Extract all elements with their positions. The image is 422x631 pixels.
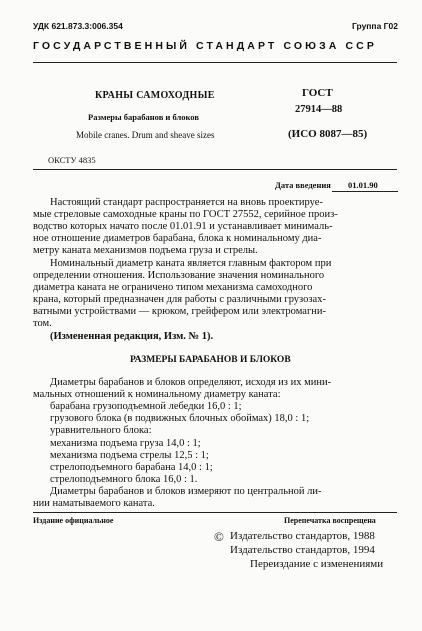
udk-code: УДК 621.873.3:006.354	[33, 21, 123, 31]
text-line: барабана грузоподъемной лебедки 16,0 : 1;	[50, 401, 242, 412]
effective-date-value: 01.01.90	[348, 180, 378, 190]
text-line: механизма подъема груза 14,0 : 1;	[50, 438, 201, 449]
section-title: РАЗМЕРЫ БАРАБАНОВ И БЛОКОВ	[130, 355, 291, 365]
text-line: Диаметры барабанов и блоков определяют, исходя из их мини-	[50, 377, 332, 388]
text-line: водство которых начато после 01.01.91 и устанавливает минималь-	[33, 221, 333, 232]
text-line: метру каната механизмов подъема груза и стрелы.	[33, 245, 258, 256]
copyright-symbol: ©	[214, 529, 224, 544]
text-line: Номинальный диаметр каната является главным фактором при	[50, 258, 332, 269]
effective-date-label: Дата введения	[275, 180, 331, 190]
english-title: Mobile cranes. Drum and sheave sizes	[76, 130, 215, 140]
text-line: том.	[33, 318, 52, 329]
reissue-note: Переиздание с изменениями	[250, 558, 384, 570]
reprint-forbidden: Перепечатка воспрещена	[284, 516, 376, 525]
text-line: мые стреловые самоходные краны по ГОСТ 27552, серийное произ-	[33, 209, 338, 220]
text-line: уравнительного блока:	[50, 425, 152, 436]
header-divider	[33, 62, 397, 63]
copyright-line-1: Издательство стандартов, 1988	[230, 530, 375, 542]
iso-number: (ИСО 8087—85)	[288, 128, 368, 140]
standard-banner: ГОСУДАРСТВЕННЫЙ СТАНДАРТ СОЮЗА ССР	[33, 40, 377, 52]
text-line: ватными устройствами — крюком, грейфером или электромагни-	[33, 306, 327, 317]
text-line: Диаметры барабанов и блоков измеряют по центральной ли-	[50, 486, 322, 497]
document-subtitle: Размеры барабанов и блоков	[88, 112, 199, 122]
text-line: нии наматываемого каната.	[33, 498, 155, 509]
okstu-code: ОКСТУ 4835	[48, 155, 96, 165]
text-line: определении отношения. Использование значения номинального	[33, 270, 325, 281]
copyright-line-2: Издательство стандартов, 1994	[230, 544, 375, 556]
text-line: мальных отношений к номинальному диаметру каната:	[33, 389, 281, 400]
text-line: диаметра каната не ограничено типом механизма самоходного	[33, 282, 313, 293]
revision-note: (Измененная редакция, Изм. № 1).	[50, 331, 214, 342]
text-line: стрелоподъемного барабана 14,0 : 1;	[50, 462, 213, 473]
effective-date-underline	[332, 191, 398, 192]
title-divider	[33, 169, 397, 170]
footer-divider	[33, 512, 397, 513]
gost-number: 27914—88	[295, 104, 343, 115]
text-line: грузового блока (в подвижных блочных обоймах) 18,0 : 1;	[50, 413, 310, 424]
text-line: крана, который предназначен для работы с различными грузозах-	[33, 294, 326, 305]
group-code: Группа Г02	[352, 21, 398, 31]
text-line: ное отношение диаметров барабана, блока к номинальному диа-	[33, 233, 322, 244]
text-line: стрелоподъемного блока 16,0 : 1.	[50, 474, 198, 485]
gost-label: ГОСТ	[302, 87, 333, 99]
text-line: механизма подъема стрелы 12,5 : 1;	[50, 450, 209, 461]
official-edition: Издание официальное	[33, 516, 114, 525]
document-title: КРАНЫ САМОХОДНЫЕ	[95, 90, 215, 101]
text-line: Настоящий стандарт распространяется на вновь проектируе-	[50, 197, 323, 208]
